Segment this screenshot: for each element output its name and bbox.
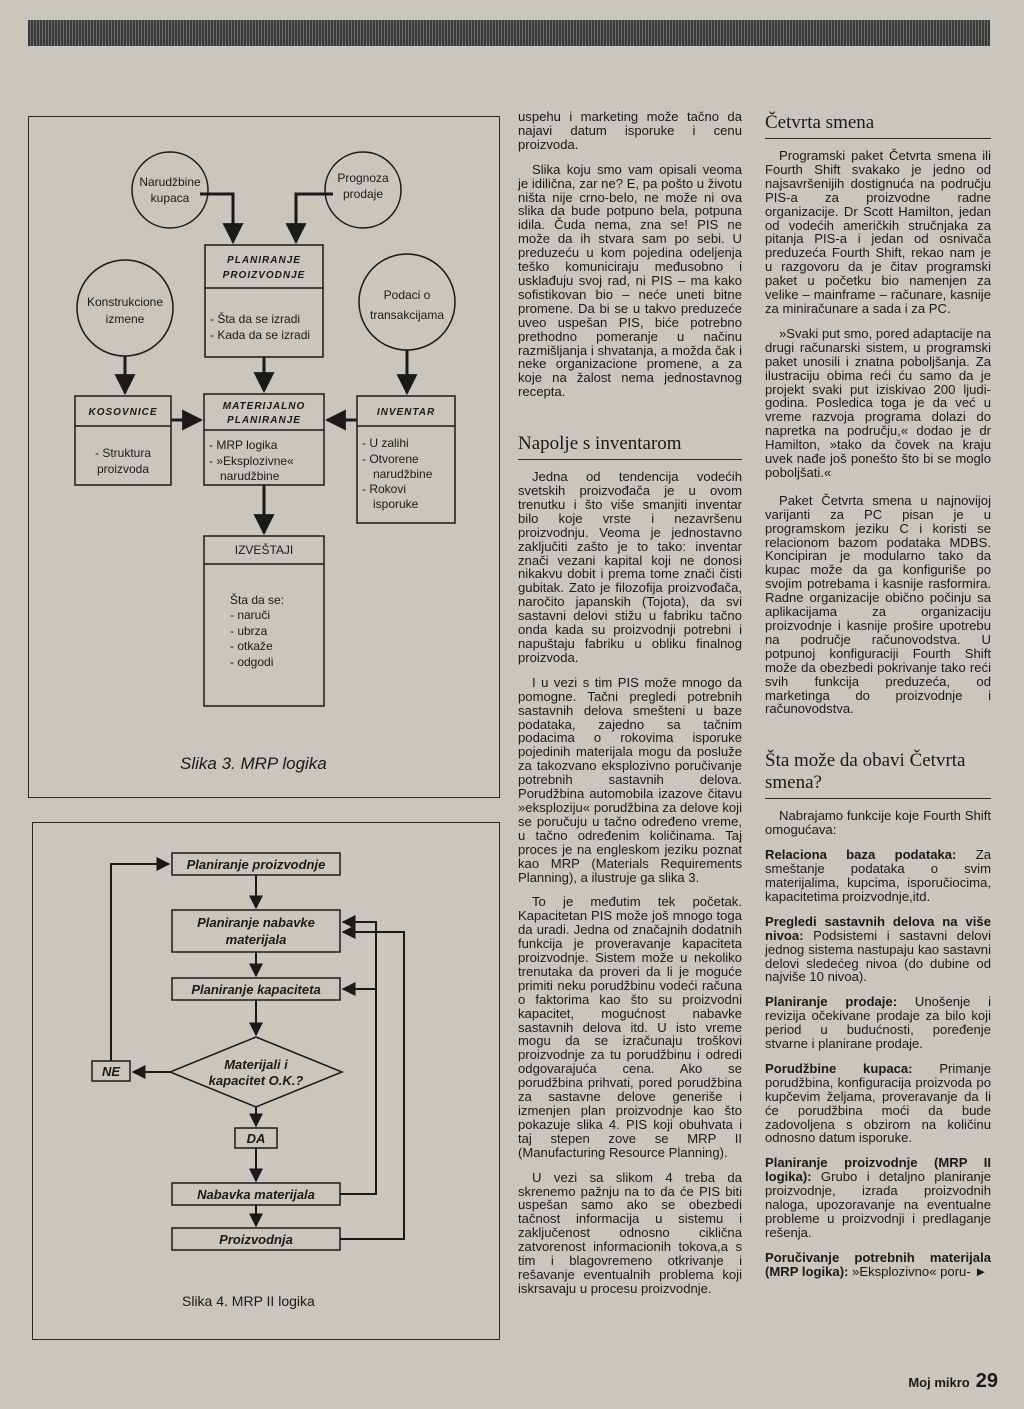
plan-box-header: PLANIRANJE PROIZVODNJE: [222, 255, 306, 281]
reports-box-header: IZVEŠTAJI: [234, 543, 294, 557]
feature-6-name: Poručivanje potrebnih materijala (MRP logika):: [765, 1249, 991, 1279]
circle-orders-label: Narudžbine kupaca: [139, 175, 201, 205]
feature-sales-planning: [765, 995, 991, 1051]
feature-5-name: Planiranje proizvodnje (MRP II logika):: [765, 1155, 991, 1185]
bom-box-header: KOSOVNICE: [88, 407, 158, 418]
col2-paragraph-1: uspehu i marketing može tačno da najavi datum isporuke i cenu proizvoda.: [518, 109, 742, 152]
circle-trans-label: Podaci o transakcijama: [369, 288, 445, 322]
yes-label: DA: [246, 1131, 266, 1146]
feature-bom-multilevel: [765, 915, 991, 985]
page-footer: [908, 1370, 998, 1393]
bom-box-items: - Struktura proizvoda: [94, 446, 152, 476]
col3-paragraph-4: Nabrajamo funkcije koje Fourth Shift omogućava:: [765, 808, 991, 838]
inventory-box-items: - U zalihi - Otvorene narudžbine - Rokovi isporuke: [362, 436, 433, 511]
feature-customer-orders: [765, 1062, 991, 1145]
figure-3-caption: Slika 3. MRP logika: [180, 754, 327, 773]
col2-paragraph-6: U vezi sa slikom 4 treba da skrenemo pažnju na to da će PIS biti uspešan samo ako se obezbedi tačnost informacija u sistemu i zaključenost odnosno ciklična zatvorenost informacionih tokova,a s tim i blagovremeno otkrivanje i rešavanje eventualnih problema koji iskrsavaju u procesu proizvodnje.: [518, 1169, 742, 1296]
feature-3-text: Unošenje i revizija očekivane prodaje za bilo koji period u budućnosti, poređenje stvarne i planirane prodaje.: [765, 994, 991, 1052]
feature-1-text: Za smeštanje podataka o svim materijalima, kupcima, isporučiocima, kapacitetima proizvodnje,itd.: [765, 847, 992, 904]
section-heading-what-can-it-do: Šta može da obavi Četvrta smena?: [765, 750, 991, 799]
figure-3-diagram: [28, 116, 500, 798]
figure-4-caption: Slika 4. MRP II logika: [182, 1293, 315, 1309]
feature-relational-db: [765, 848, 991, 904]
feature-5-text: Grubo i detaljno planiranje proizvodnje, izrada proizvodnih naloga, upozoravanje na eventualne probleme u proizvodnji i predlaganje rešenja.: [765, 1169, 991, 1240]
feature-production-planning: [765, 1156, 991, 1239]
step5-label: Proizvodnja: [219, 1232, 293, 1247]
feature-2-text: Podsistemi i sastavni delovi jednog sistema nastupaju kao sastavni delovi sledećeg nivoa (do dubine od najviše 10 nivoa).: [765, 927, 991, 985]
text-column-right: [765, 112, 991, 1290]
step2-label: Planiranje nabavke materijala: [197, 915, 315, 947]
step1-label: Planiranje proizvodnje: [186, 857, 326, 872]
inventory-box-header: INVENTAR: [376, 407, 436, 418]
feature-2-name: Pregledi sastavnih delova na više nivoa:: [765, 913, 991, 943]
circle-transactions: [359, 254, 455, 350]
step3-label: Planiranje kapaciteta: [191, 982, 321, 997]
feature-6-text: »Eksplozivno« poru-: [848, 1263, 971, 1279]
section-heading-fourth-shift: Četvrta smena: [765, 112, 991, 139]
decision-label: Materijali i kapacitet O.K.?: [208, 1057, 304, 1088]
circle-forecast-label: Prognoza prodaje: [337, 171, 389, 201]
col3-paragraph-1: Programski paket Četvrta smena ili Fourth Shift svakako je jedno od najsavršenijih dostignuća na području PIS-a za proizvodne radne organizacije. Dr Scott Hamilton, jedan od vodećih američkih stručnjaka za pitanja PIS-a i jedan od osnivača preduzeća Fourth Shift, rekao nam je u razgovoru da je čitav programski paket u početku bio namenjen za velike – mainframe – računare, kasnije za miniračunare a sada i za PC.: [765, 148, 991, 316]
mrp-box-header: MATERIJALNO PLANIRANJE: [222, 401, 306, 426]
decision-diamond: [170, 1037, 342, 1107]
col3-paragraph-2: »Svaki put smo, pored adaptacije na drugi računarski sistem, u programski paket unosili i znatna poboljšanja. Za ilustraciju obima reći ću samo da je projekt svaki put iziskivao 200 ljudi-godina. Posledica toga je da već u vreme razvoja programa dolazi do napretka na području,« dodao je dr Hamilton, »tako da čovek na kraju uvek nađe još ponešto što bi se moglo poboljšati.«: [765, 325, 991, 480]
col2-paragraph-3: Jedna od tendencija vodećih svetskih proizvođača je u ovom trenutku i što više smanjiti inventar bilo koje vrste i nezavršenu proizvodnju. Veoma je jednostavno zaključiti zašto je to tako: inventar znači vezani kapital koji ne donosi nikakvu dobit i prema tome znači čisti gubitak. Zato je filozofija proizvođača, naročito japanskih (Tojota), da svi sastavni delovi stižu u fabriku tačno onda kada su proizvodnji potrebni i napuštaju fabriku u obliku finalnog proizvoda.: [518, 469, 742, 665]
col3-paragraph-3: Paket Četvrta smena u najnovijoj varijanti za PC pisan je u programskom jeziku C i koristi se relacionom bazom podataka MDBS. Koncipiran je modularno tako da kupac može da ga konfiguriše po svojim potrebama i kasnije rasformira. Radne organizacije obično počinju sa aplikacijama za organizaciju proizvodnje i kasnije proširе upotrebu na područje računovodstva. U potpunoj konfiguraciji Fourth Shift može da obezbedi pokrivanje tako reći svih funkcija preduzeća, od marketinga do proizvodnje i računovodstva.: [765, 492, 991, 717]
circle-orders: [132, 152, 208, 228]
continue-arrow-icon: ►: [970, 1263, 988, 1279]
magazine-name: Moj mikro: [908, 1375, 970, 1390]
figure-4-flowchart: [32, 822, 500, 1340]
plan-box-items: - Šta da se izradi - Kada da se izradi: [210, 312, 311, 342]
col2-paragraph-5: To je međutim tek početak. Kapacitetan PIS može još mnogo toga da uradi. Jedna od značajnih dodatnih funkcija je proveravanje kapaciteta proizvodnje. Sistem može u nekoliko trenutaka da proveri da li je moguće primiti neku porudžbinu vodeći računa o faktorima kao što su proizvodni kapacitet, mogućnost nabavke sastavnih delova itd. U isto vreme mogu da se izračunaju troškovi proizvodnje za tu porudžbinu i odredi odgovarajuća cena. Ako se porudžbina prihvati, pored porudžbina za sastavne delove generiše i izmenjen plan proizvodnje kao što pokazuje slika 4. PIS koji obuhvata i taj stepen zove se MRP II (Manufacturing Resource Planning).: [518, 894, 742, 1160]
feature-material-ordering: [765, 1251, 991, 1279]
circle-design-label: Konstrukcione izmene: [86, 295, 164, 326]
col2-paragraph-2: Slika koju smo vam opisali veoma je idilična, zar ne? E, pa pošto u životu ništa nije crno-belo, ne može ni ova slika da bude potpuno bela, potpuna idila. Čuda nema, zna se! PIS ne može da ih stvara sam po sebi. U preduzeću u kom pojedina odeljenja teško komuniciraju međusobno i usklađuju svoj rad, ni PIS – ma kako sofistikovan bio – neće uneti bitne promene. Da bi se u takvo preduzeće uveo uspešan PIS, biće potrebno prethodno pomeranje u načinu razmišljanja i shvatanja, a možda čak i neke organizacione promene, a za koje na žalost nema jednostavnog recepta.: [518, 161, 742, 400]
section-heading-inventory: Napolje s inventarom: [518, 433, 742, 460]
no-label: NE: [101, 1064, 121, 1079]
feature-1-name: Relaciona baza podataka:: [765, 847, 957, 863]
mrp-box-items: - MRP logika - »Eksplozivne« narudžbine: [209, 438, 294, 483]
col2-paragraph-4: I u vezi s tim PIS može mnogo da pomogne. Tačni pregledi potrebnih sastavnih delova smešteni u baze podataka, zajedno sa tačnim podacima o rokovima isporuke pojedinih materijala mogu da posluže za takozvano eksplozivno poručivanje potrebnih sastavnih delova. Porudžbina automobila izazove čitavu »eksploziju« porudžbina za delove koji se poručuju u tačno određeno vreme, u tačno određenim količinama. Taj proces je na engleskom jeziku poznat kao MRP (Materials Requirements Planning), a ilustruje ga slika 3.: [518, 674, 742, 885]
step4-label: Nabavka materijala: [197, 1187, 315, 1202]
top-decorative-bar: [28, 20, 990, 46]
feature-4-text: Primanje porudžbina, konfiguracija proizvoda po kupčevim željama, proveravanje da li će porudžbina moći da bude zadovoljena s obzirom na količinu odnosno datum isporuke.: [765, 1060, 991, 1146]
reports-box-items: Šta da se: - naruči - ubrza - otkaže - odgodi: [230, 593, 285, 669]
feature-4-name: Porudžbine kupaca:: [765, 1060, 913, 1076]
feature-3-name: Planiranje prodaje:: [765, 994, 898, 1010]
text-column-middle: [518, 110, 742, 1307]
page-number: 29: [975, 1370, 998, 1392]
